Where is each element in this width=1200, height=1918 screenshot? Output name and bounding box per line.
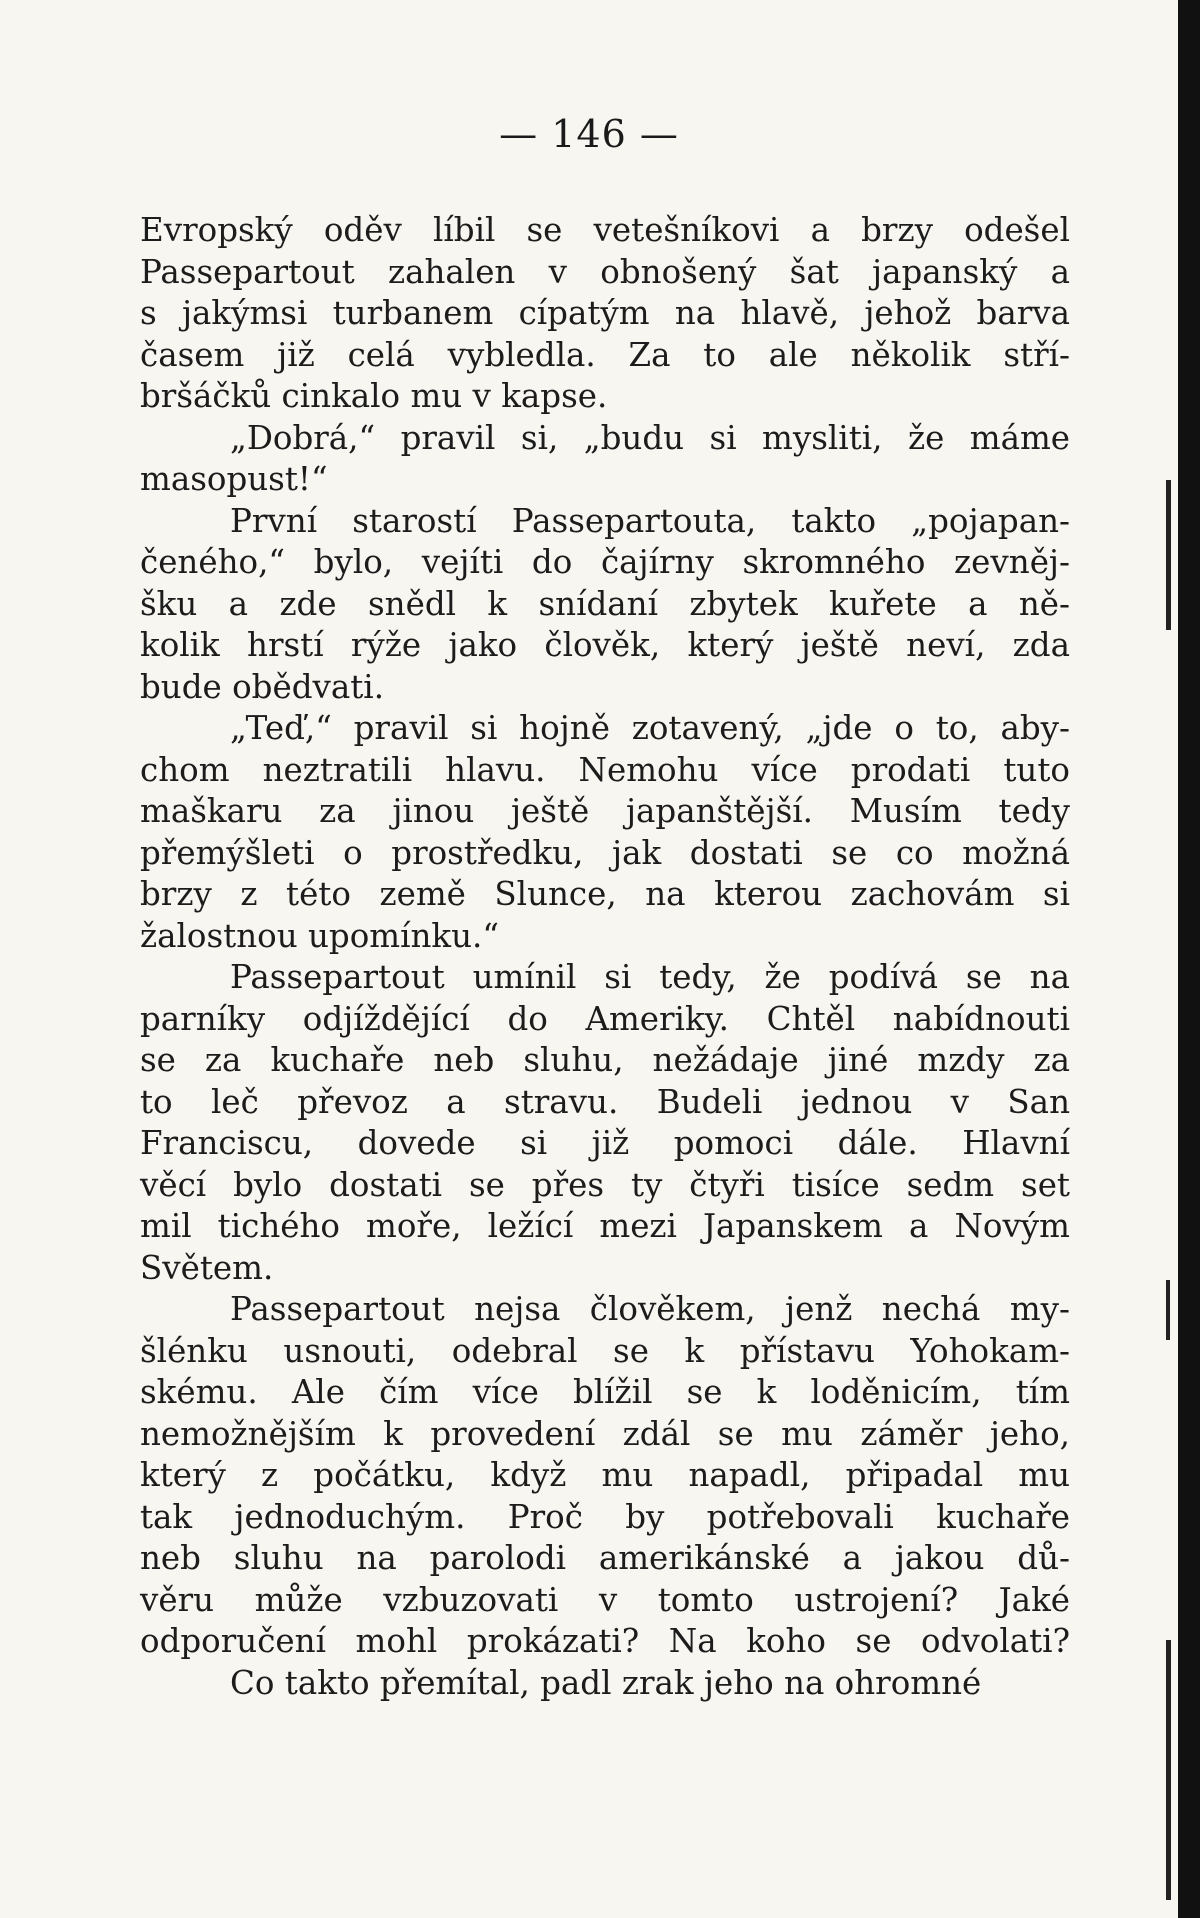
- text-line: kolik hrstí rýže jako člověk, který ještě neví, zda: [140, 626, 1070, 664]
- text-line: Passepartout zahalen v obnošený šat japanský a: [140, 252, 1070, 291]
- text-line: to leč převoz a stravu. Budeli jednou v San: [140, 1082, 1070, 1121]
- text-line: neb sluhu na parolodi amerikánské a jakou dů-: [140, 1539, 1070, 1577]
- text-line: Passepartout nejsa člověkem, jenž nechá my-: [230, 1290, 1070, 1328]
- text-line: brzy z této země Slunce, na kterou zachovám si: [140, 875, 1070, 913]
- text-line: „Dobrá,“ pravil si, „budu si mysliti, že máme: [230, 418, 1070, 457]
- text-line: nemožnějším k provedení zdál se mu záměr jeho,: [140, 1414, 1070, 1453]
- text-line: Franciscu, dovede si již pomoci dále. Hlavní: [140, 1124, 1070, 1162]
- page-edge-mark: [1166, 1280, 1170, 1340]
- text-line: odporučení mohl prokázati? Na koho se odvolati?: [140, 1622, 1070, 1660]
- text-line: časem již celá vybledla. Za to ale několik stří-: [140, 335, 1070, 374]
- text-line: maškaru za jinou ještě japanštější. Musím tedy: [140, 792, 1070, 830]
- page-edge-mark: [1166, 480, 1171, 630]
- text-line: skému. Ale čím více blížil se k loděnicím, tím: [140, 1373, 1070, 1411]
- text-line: První starostí Passepartouta, takto „pojapan-: [230, 501, 1070, 540]
- text-line: bršáčků cinkalo mu v kapse.: [140, 377, 608, 415]
- text-line: parníky odjíždějící do Ameriky. Chtěl nabídnouti: [140, 999, 1070, 1038]
- page-edge-mark: [1166, 1640, 1171, 1900]
- text-line: tak jednoduchým. Proč by potřebovali kuchaře: [140, 1497, 1070, 1536]
- text-line: Passepartout umínil si tedy, že podívá se na: [230, 958, 1070, 996]
- text-line: s jakýmsi turbanem cípatým na hlavě, jehož barva: [140, 294, 1070, 332]
- text-line: „Teď,“ pravil si hojně zotavený, „jde o to, aby-: [230, 709, 1070, 747]
- text-line: mil tichého moře, ležící mezi Japanskem a Novým: [140, 1207, 1070, 1245]
- text-line: bude obědvati.: [140, 667, 385, 706]
- text-line: se za kuchaře neb sluhu, nežádaje jiné mzdy za: [140, 1041, 1070, 1079]
- text-line: šku a zde snědl k snídaní zbytek kuřete a ně-: [140, 584, 1070, 623]
- text-line: Světem.: [140, 1248, 274, 1287]
- text-line: Evropský oděv líbil se vetešníkovi a brzy odešel: [140, 211, 1070, 249]
- body-text: [140, 210, 1070, 1704]
- text-line: čeného,“ bylo, vejíti do čajírny skromného zevněj-: [140, 543, 1070, 581]
- scan-border: [1178, 0, 1200, 1918]
- text-line: Co takto přemítal, padl zrak jeho na ohromné: [230, 1663, 982, 1702]
- text-line: věcí bylo dostati se přes ty čtyři tisíce sedm set: [140, 1165, 1070, 1204]
- text-line: přemýšleti o prostředku, jak dostati se co možná: [140, 833, 1070, 872]
- text-line: který z počátku, když mu napadl, připadal mu: [140, 1456, 1070, 1494]
- text-line: chom neztratili hlavu. Nemohu více prodati tuto: [140, 750, 1070, 789]
- page-number: — 146 —: [499, 112, 679, 156]
- text-line: žalostnou upomínku.“: [140, 916, 499, 955]
- text-line: šlénku usnouti, odebral se k přístavu Yohokam-: [140, 1331, 1070, 1370]
- text-line: masopust!“: [140, 460, 328, 498]
- text-line: věru může vzbuzovati v tomto ustrojení? Jaké: [140, 1580, 1070, 1619]
